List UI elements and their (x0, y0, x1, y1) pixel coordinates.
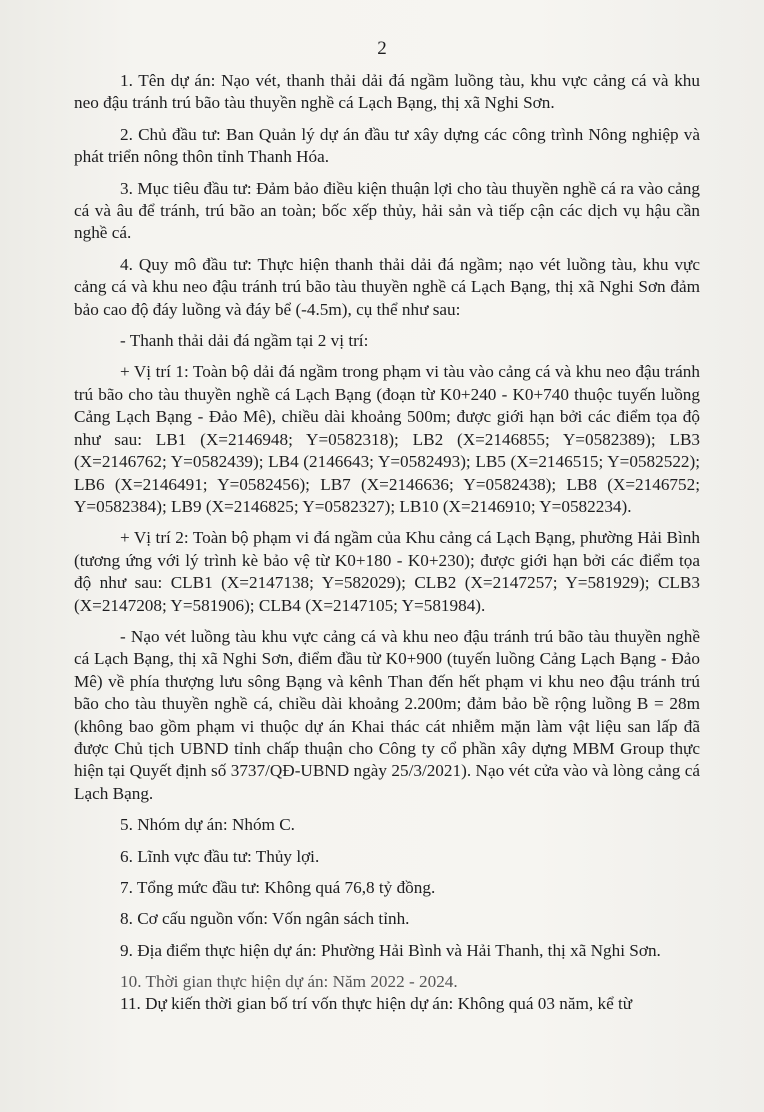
paragraph-capital-structure: 8. Cơ cấu nguồn vốn: Vốn ngân sách tỉnh. (120, 909, 410, 929)
paragraph-investor: 2. Chủ đầu tư: Ban Quản lý dự án đầu tư xây dựng các công trình Nông nghiệp và phát triển nông thôn tỉnh Thanh Hóa. (74, 124, 700, 167)
paragraph-total-investment: 7. Tổng mức đầu tư: Không quá 76,8 tỷ đồng. (120, 878, 436, 897)
paragraph-project-name: 1. Tên dự án: Nạo vét, thanh thải dải đá ngầm luồng tàu, khu vực cảng cá và khu neo đậu tránh trú bão tàu thuyền nghề cá Lạch Bạng, thị xã Nghi Sơn. (74, 71, 700, 113)
page-number: 2 (377, 38, 387, 59)
paragraph-project-group: 5. Nhóm dự án: Nhóm C. (120, 815, 295, 835)
paragraph-implementation-time: 10. Thời gian thực hiện dự án: Năm 2022 - 2024. (120, 972, 458, 992)
paragraph-investment-scale: 4. Quy mô đầu tư: Thực hiện thanh thải dải đá ngầm; nạo vét luồng tàu, khu vực cảng cá và khu neo đậu tránh trú bão tàu thuyền nghề cá Lạch Bạng, thị xã Nghi Sơn đảm bảo cao độ đáy luồng và đáy bể (-4.5m), cụ thể như sau: (74, 254, 700, 319)
paragraph-investment-field: 6. Lĩnh vực đầu tư: Thủy lợi. (120, 846, 320, 866)
paragraph-dredging: - Nạo vét luồng tàu khu vực cảng cá và khu neo đậu tránh trú bão tàu thuyền nghề cá Lạch Bạng, thị xã Nghi Sơn, điểm đầu từ K0+900 (tuyến luồng Cảng Lạch Bạng - Đảo Mê) về phía thượng lưu sông Bạng và kênh Than đến hết phạm vi khu neo đậu tránh trú bão cho tàu thuyền nghề cá, chiều dài khoảng 2.200m; đảm bảo bề rộng luồng B = 28m (không bao gồm phạm vi thuộc dự án Khai thác cát nhiễm mặn làm vật liệu san lấp đã được Chủ tịch UBND tỉnh chấp thuận cho Công ty cổ phần xây dựng MBM Group thực hiện tại Quyết định số 3737/QĐ-UBND ngày 25/3/2021). Nạo vét cửa vào và lòng cảng cá Lạch Bạng. (74, 626, 700, 803)
document-body (74, 70, 700, 1025)
paragraph-project-location: 9. Địa điểm thực hiện dự án: Phường Hải Bình và Hải Thanh, thị xã Nghi Sơn. (120, 940, 661, 960)
paragraph-capital-allocation-time: 11. Dự kiến thời gian bố trí vốn thực hiện dự án: Không quá 03 năm, kể từ (120, 994, 633, 1014)
paragraph-reef-clearing: - Thanh thải dải đá ngầm tại 2 vị trí: (120, 331, 369, 351)
paragraph-location-2: + Vị trí 2: Toàn bộ phạm vi đá ngầm của Khu cảng cá Lạch Bạng, phường Hải Bình (tương ứng với lý trình kè bảo vệ từ K0+180 - K0+230); được giới hạn bởi các điểm tọa độ như sau: CLB1 (X=2147138; Y=582029); CLB2 (X=2147257; Y=581929); CLB3 (X=2147208; Y=581906); CLB4 (X=2147105; Y=581984). (74, 528, 700, 615)
paragraph-location-1: + Vị trí 1: Toàn bộ dải đá ngầm trong phạm vi tàu vào cảng cá và khu neo đậu tránh trú bão cho tàu thuyền nghề cá Lạch Bạng (đoạn từ K0+240 - K0+740 thuộc tuyến luồng Cảng Lạch Bạng - Đảo Mê), chiều dài khoảng 500m; được giới hạn bởi các điểm tọa độ như sau: LB1 (X=2146948; Y=0582318); LB2 (X=2146855; Y=0582389); LB3 (X=2146762; Y=0582439); LB4 (2146643; Y=0582493); LB5 (X=2146515; Y=0582522); LB6 (X=2146491; Y=0582456); LB7 (X=2146636; Y=0582438); LB8 (X=2146752; Y=0582384); LB9 (X=2146825; Y=0582327); LB10 (X=2146910; Y=0582234). (74, 362, 700, 516)
paragraph-investment-objective: 3. Mục tiêu đầu tư: Đảm bảo điều kiện thuận lợi cho tàu thuyền nghề cá ra vào cảng cá và âu để tránh, trú bão an toàn; bốc xếp thủy, hải sản và tiếp cận các dịch vụ hậu cần nghề cá. (74, 178, 700, 243)
